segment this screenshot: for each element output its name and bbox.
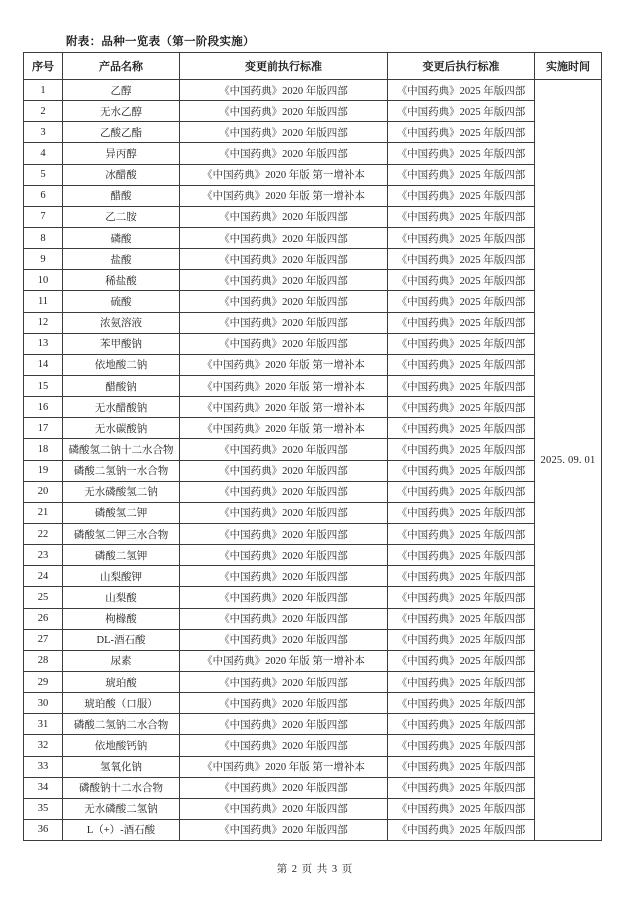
standard-before-cell: 《中国药典》2020 年版四部 bbox=[180, 249, 388, 270]
product-name-cell: 无水乙醇 bbox=[63, 101, 180, 122]
table-row bbox=[24, 354, 602, 375]
standard-before-cell: 《中国药典》2020 年版 第一增补本 bbox=[180, 375, 388, 396]
standard-before-cell: 《中国药典》2020 年版 第一增补本 bbox=[180, 397, 388, 418]
table-row bbox=[24, 629, 602, 650]
standard-after-cell: 《中国药典》2025 年版四部 bbox=[388, 270, 535, 291]
table-row bbox=[24, 756, 602, 777]
row-number-cell: 5 bbox=[24, 164, 63, 185]
row-number-cell: 35 bbox=[24, 798, 63, 819]
standard-before-cell: 《中国药典》2020 年版 第一增补本 bbox=[180, 418, 388, 439]
product-name-cell: 醋酸 bbox=[63, 185, 180, 206]
standard-before-cell: 《中国药典》2020 年版四部 bbox=[180, 735, 388, 756]
product-name-cell: 磷酸氢二钾 bbox=[63, 502, 180, 523]
row-number-cell: 32 bbox=[24, 735, 63, 756]
row-number-cell: 36 bbox=[24, 819, 63, 840]
standard-after-cell: 《中国药典》2025 年版四部 bbox=[388, 608, 535, 629]
header-cell-index: 序号 bbox=[24, 53, 63, 80]
table-row bbox=[24, 735, 602, 756]
standard-before-cell: 《中国药典》2020 年版四部 bbox=[180, 439, 388, 460]
table-row bbox=[24, 249, 602, 270]
table-row bbox=[24, 671, 602, 692]
row-number-cell: 28 bbox=[24, 650, 63, 671]
standard-after-cell: 《中国药典》2025 年版四部 bbox=[388, 439, 535, 460]
product-name-cell: 盐酸 bbox=[63, 249, 180, 270]
row-number-cell: 9 bbox=[24, 249, 63, 270]
standard-after-cell: 《中国药典》2025 年版四部 bbox=[388, 122, 535, 143]
row-number-cell: 7 bbox=[24, 206, 63, 227]
standard-after-cell: 《中国药典》2025 年版四部 bbox=[388, 206, 535, 227]
product-name-cell: 醋酸钠 bbox=[63, 375, 180, 396]
table-row bbox=[24, 460, 602, 481]
standard-before-cell: 《中国药典》2020 年版四部 bbox=[180, 587, 388, 608]
table-row bbox=[24, 502, 602, 523]
standard-before-cell: 《中国药典》2020 年版四部 bbox=[180, 270, 388, 291]
standard-after-cell: 《中国药典》2025 年版四部 bbox=[388, 545, 535, 566]
standard-after-cell: 《中国药典》2025 年版四部 bbox=[388, 249, 535, 270]
table-row bbox=[24, 693, 602, 714]
table-row bbox=[24, 819, 602, 840]
product-name-cell: 乙醇 bbox=[63, 80, 180, 101]
row-number-cell: 26 bbox=[24, 608, 63, 629]
standard-before-cell: 《中国药典》2020 年版四部 bbox=[180, 227, 388, 248]
row-number-cell: 13 bbox=[24, 333, 63, 354]
standard-before-cell: 《中国药典》2020 年版四部 bbox=[180, 566, 388, 587]
page-title: 附表：品种一览表（第一阶段实施） bbox=[66, 36, 255, 48]
row-number-cell: 20 bbox=[24, 481, 63, 502]
row-number-cell: 25 bbox=[24, 587, 63, 608]
header-cell-product-name: 产品名称 bbox=[63, 53, 180, 80]
standard-before-cell: 《中国药典》2020 年版四部 bbox=[180, 671, 388, 692]
product-name-cell: 磷酸二氢钠一水合物 bbox=[63, 460, 180, 481]
standard-before-cell: 《中国药典》2020 年版四部 bbox=[180, 460, 388, 481]
row-number-cell: 2 bbox=[24, 101, 63, 122]
standard-before-cell: 《中国药典》2020 年版四部 bbox=[180, 122, 388, 143]
product-name-cell: 乙二胺 bbox=[63, 206, 180, 227]
table-row bbox=[24, 101, 602, 122]
standard-after-cell: 《中国药典》2025 年版四部 bbox=[388, 80, 535, 101]
product-name-cell: 琥珀酸（口服） bbox=[63, 693, 180, 714]
table-row bbox=[24, 481, 602, 502]
row-number-cell: 6 bbox=[24, 185, 63, 206]
row-number-cell: 14 bbox=[24, 354, 63, 375]
row-number-cell: 11 bbox=[24, 291, 63, 312]
product-name-cell: 冰醋酸 bbox=[63, 164, 180, 185]
standard-after-cell: 《中国药典》2025 年版四部 bbox=[388, 291, 535, 312]
standard-before-cell: 《中国药典》2020 年版四部 bbox=[180, 608, 388, 629]
table-row bbox=[24, 333, 602, 354]
standard-after-cell: 《中国药典》2025 年版四部 bbox=[388, 185, 535, 206]
standard-before-cell: 《中国药典》2020 年版 第一增补本 bbox=[180, 185, 388, 206]
product-name-cell: 山梨酸钾 bbox=[63, 566, 180, 587]
standard-after-cell: 《中国药典》2025 年版四部 bbox=[388, 523, 535, 544]
product-name-cell: 无水磷酸二氢钠 bbox=[63, 798, 180, 819]
row-number-cell: 17 bbox=[24, 418, 63, 439]
row-number-cell: 22 bbox=[24, 523, 63, 544]
table-row bbox=[24, 798, 602, 819]
standard-after-cell: 《中国药典》2025 年版四部 bbox=[388, 671, 535, 692]
product-name-cell: 磷酸二氢钠二水合物 bbox=[63, 714, 180, 735]
product-name-cell: 尿素 bbox=[63, 650, 180, 671]
table-row bbox=[24, 185, 602, 206]
product-name-cell: 依地酸二钠 bbox=[63, 354, 180, 375]
standard-before-cell: 《中国药典》2020 年版四部 bbox=[180, 629, 388, 650]
table-row bbox=[24, 566, 602, 587]
standard-before-cell: 《中国药典》2020 年版四部 bbox=[180, 545, 388, 566]
row-number-cell: 24 bbox=[24, 566, 63, 587]
row-number-cell: 10 bbox=[24, 270, 63, 291]
standard-after-cell: 《中国药典》2025 年版四部 bbox=[388, 502, 535, 523]
table-row bbox=[24, 587, 602, 608]
standard-after-cell: 《中国药典》2025 年版四部 bbox=[388, 354, 535, 375]
row-number-cell: 12 bbox=[24, 312, 63, 333]
standard-before-cell: 《中国药典》2020 年版四部 bbox=[180, 481, 388, 502]
row-number-cell: 16 bbox=[24, 397, 63, 418]
standard-after-cell: 《中国药典》2025 年版四部 bbox=[388, 460, 535, 481]
row-number-cell: 3 bbox=[24, 122, 63, 143]
page-footer: 第 2 页 共 3 页 bbox=[276, 864, 354, 875]
header-cell-standard-after: 变更后执行标准 bbox=[388, 53, 535, 80]
standard-before-cell: 《中国药典》2020 年版 第一增补本 bbox=[180, 354, 388, 375]
product-name-cell: 磷酸钠十二水合物 bbox=[63, 777, 180, 798]
standard-after-cell: 《中国药典》2025 年版四部 bbox=[388, 566, 535, 587]
table-row bbox=[24, 650, 602, 671]
table-row bbox=[24, 375, 602, 396]
standard-before-cell: 《中国药典》2020 年版四部 bbox=[180, 333, 388, 354]
standard-before-cell: 《中国药典》2020 年版四部 bbox=[180, 523, 388, 544]
product-name-cell: 无水醋酸钠 bbox=[63, 397, 180, 418]
standard-before-cell: 《中国药典》2020 年版四部 bbox=[180, 101, 388, 122]
standard-after-cell: 《中国药典》2025 年版四部 bbox=[388, 418, 535, 439]
row-number-cell: 21 bbox=[24, 502, 63, 523]
standard-before-cell: 《中国药典》2020 年版四部 bbox=[180, 714, 388, 735]
standard-before-cell: 《中国药典》2020 年版四部 bbox=[180, 206, 388, 227]
header-cell-impl-time: 实施时间 bbox=[535, 53, 602, 80]
product-name-cell: 苯甲酸钠 bbox=[63, 333, 180, 354]
standard-after-cell: 《中国药典》2025 年版四部 bbox=[388, 629, 535, 650]
product-name-cell: 磷酸氢二钠十二水合物 bbox=[63, 439, 180, 460]
product-name-cell: 磷酸 bbox=[63, 227, 180, 248]
table-row bbox=[24, 143, 602, 164]
row-number-cell: 19 bbox=[24, 460, 63, 481]
table-row bbox=[24, 122, 602, 143]
header-cell-standard-before: 变更前执行标准 bbox=[180, 53, 388, 80]
standard-before-cell: 《中国药典》2020 年版 第一增补本 bbox=[180, 756, 388, 777]
product-name-cell: 无水磷酸氢二钠 bbox=[63, 481, 180, 502]
standard-after-cell: 《中国药典》2025 年版四部 bbox=[388, 735, 535, 756]
product-name-cell: 琥珀酸 bbox=[63, 671, 180, 692]
product-name-cell: 乙酸乙酯 bbox=[63, 122, 180, 143]
table-row bbox=[24, 523, 602, 544]
product-name-cell: 枸橼酸 bbox=[63, 608, 180, 629]
table-body bbox=[24, 80, 602, 841]
row-number-cell: 4 bbox=[24, 143, 63, 164]
standard-before-cell: 《中国药典》2020 年版四部 bbox=[180, 312, 388, 333]
standard-after-cell: 《中国药典》2025 年版四部 bbox=[388, 143, 535, 164]
standard-before-cell: 《中国药典》2020 年版四部 bbox=[180, 143, 388, 164]
table-row bbox=[24, 439, 602, 460]
row-number-cell: 33 bbox=[24, 756, 63, 777]
product-name-cell: 无水碳酸钠 bbox=[63, 418, 180, 439]
row-number-cell: 23 bbox=[24, 545, 63, 566]
table-row bbox=[24, 270, 602, 291]
standard-after-cell: 《中国药典》2025 年版四部 bbox=[388, 777, 535, 798]
standard-before-cell: 《中国药典》2020 年版 第一增补本 bbox=[180, 164, 388, 185]
table-row bbox=[24, 80, 602, 101]
product-name-cell: 山梨酸 bbox=[63, 587, 180, 608]
product-name-cell: 磷酸二氢钾 bbox=[63, 545, 180, 566]
product-name-cell: DL-酒石酸 bbox=[63, 629, 180, 650]
standard-after-cell: 《中国药典》2025 年版四部 bbox=[388, 227, 535, 248]
product-name-cell: 硫酸 bbox=[63, 291, 180, 312]
standard-after-cell: 《中国药典》2025 年版四部 bbox=[388, 756, 535, 777]
product-name-cell: 依地酸钙钠 bbox=[63, 735, 180, 756]
standard-after-cell: 《中国药典》2025 年版四部 bbox=[388, 650, 535, 671]
standard-after-cell: 《中国药典》2025 年版四部 bbox=[388, 164, 535, 185]
table-row bbox=[24, 206, 602, 227]
table-row bbox=[24, 397, 602, 418]
row-number-cell: 27 bbox=[24, 629, 63, 650]
row-number-cell: 18 bbox=[24, 439, 63, 460]
standard-before-cell: 《中国药典》2020 年版四部 bbox=[180, 502, 388, 523]
table-row bbox=[24, 545, 602, 566]
table-row bbox=[24, 291, 602, 312]
table-row bbox=[24, 608, 602, 629]
table-row bbox=[24, 777, 602, 798]
standard-after-cell: 《中国药典》2025 年版四部 bbox=[388, 375, 535, 396]
row-number-cell: 15 bbox=[24, 375, 63, 396]
table-row bbox=[24, 714, 602, 735]
standard-after-cell: 《中国药典》2025 年版四部 bbox=[388, 312, 535, 333]
standard-before-cell: 《中国药典》2020 年版四部 bbox=[180, 80, 388, 101]
product-name-cell: 稀盐酸 bbox=[63, 270, 180, 291]
implementation-date-cell: 2025. 09. 01 bbox=[535, 80, 602, 841]
standard-after-cell: 《中国药典》2025 年版四部 bbox=[388, 333, 535, 354]
standard-before-cell: 《中国药典》2020 年版四部 bbox=[180, 798, 388, 819]
product-name-cell: 浓氨溶液 bbox=[63, 312, 180, 333]
standard-after-cell: 《中国药典》2025 年版四部 bbox=[388, 714, 535, 735]
products-table bbox=[23, 52, 602, 841]
standard-before-cell: 《中国药典》2020 年版四部 bbox=[180, 819, 388, 840]
row-number-cell: 34 bbox=[24, 777, 63, 798]
standard-after-cell: 《中国药典》2025 年版四部 bbox=[388, 101, 535, 122]
table-row bbox=[24, 418, 602, 439]
row-number-cell: 1 bbox=[24, 80, 63, 101]
product-name-cell: L（+）-酒石酸 bbox=[63, 819, 180, 840]
row-number-cell: 30 bbox=[24, 693, 63, 714]
product-name-cell: 异丙醇 bbox=[63, 143, 180, 164]
table-row bbox=[24, 164, 602, 185]
row-number-cell: 8 bbox=[24, 227, 63, 248]
header-row bbox=[24, 53, 602, 80]
standard-before-cell: 《中国药典》2020 年版四部 bbox=[180, 291, 388, 312]
standard-before-cell: 《中国药典》2020 年版四部 bbox=[180, 777, 388, 798]
table-row bbox=[24, 312, 602, 333]
product-name-cell: 氢氧化钠 bbox=[63, 756, 180, 777]
standard-before-cell: 《中国药典》2020 年版 第一增补本 bbox=[180, 650, 388, 671]
standard-after-cell: 《中国药典》2025 年版四部 bbox=[388, 481, 535, 502]
standard-before-cell: 《中国药典》2020 年版四部 bbox=[180, 693, 388, 714]
product-name-cell: 磷酸氢二钾三水合物 bbox=[63, 523, 180, 544]
standard-after-cell: 《中国药典》2025 年版四部 bbox=[388, 819, 535, 840]
row-number-cell: 29 bbox=[24, 671, 63, 692]
standard-after-cell: 《中国药典》2025 年版四部 bbox=[388, 798, 535, 819]
standard-after-cell: 《中国药典》2025 年版四部 bbox=[388, 693, 535, 714]
standard-after-cell: 《中国药典》2025 年版四部 bbox=[388, 587, 535, 608]
table-row bbox=[24, 227, 602, 248]
standard-after-cell: 《中国药典》2025 年版四部 bbox=[388, 397, 535, 418]
row-number-cell: 31 bbox=[24, 714, 63, 735]
